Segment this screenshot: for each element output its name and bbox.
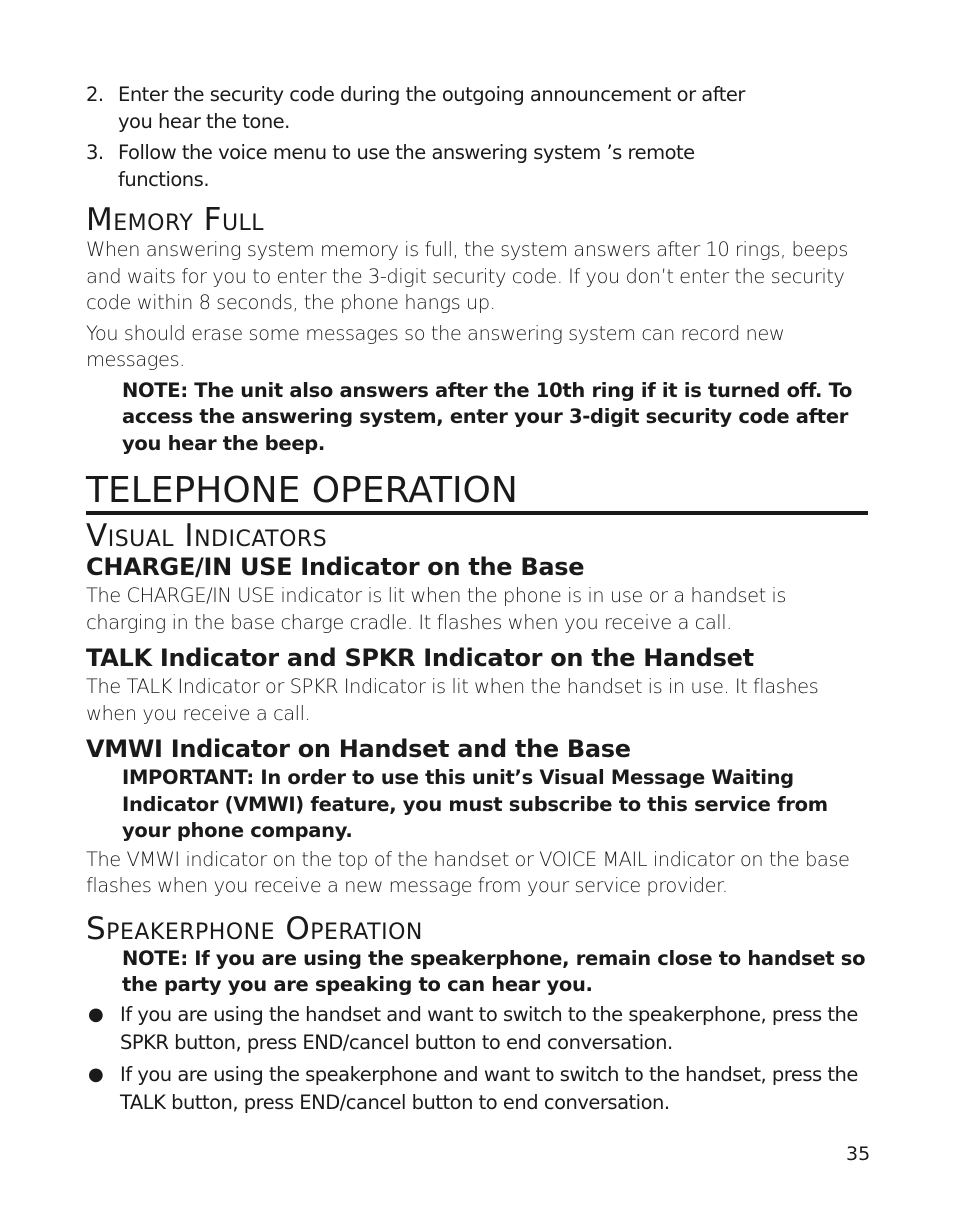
vmwi-important-note: IMPORTANT: In order to use this unit’s Visual Message Waiting Indicator (VMWI) feature, you must subscribe to this service from your phone company. [122,766,828,842]
bullet-icon: ● [88,1003,104,1025]
talk-indicator-title: TALK Indicator and SPKR Indicator on the Handset [86,644,754,672]
memory-full-note: NOTE: The unit also answers after the 10th ring if it is turned off. To access the answering system, enter your 3-digit security code after you hear the beep. [122,378,853,455]
bullet-text: If you are using the handset and want to switch to the speakerphone, press the SPKR button, press END/cancel button to end conversation. [120,1002,858,1054]
vmwi-indicator-text: The VMWI indicator on the top of the handset or VOICE MAIL indicator on the base flashes when you receive a new message from your service provider. [86,847,850,897]
vmwi-indicator-title: VMWI Indicator on Handset and the Base [86,735,631,763]
speakerphone-note: NOTE: If you are using the speakerphone, remain close to handset so the party you are speaking to can hear you. [122,946,866,996]
step-number: 3. [86,141,104,164]
charge-indicator-title: CHARGE/IN USE Indicator on the Base [86,553,585,581]
talk-indicator-text: The TALK Indicator or SPKR Indicator is lit when the handset is in use. It flashes when you receive a call. [86,675,819,725]
telephone-operation-heading: TELEPHONE OPERATION [86,471,868,515]
bullet-icon: ● [88,1063,104,1085]
charge-indicator-text: The CHARGE/IN USE indicator is lit when the phone is in use or a handset is charging in the base charge cradle. It flashes when you receive a call. [86,584,786,634]
list-item [86,1061,868,1117]
speakerphone-heading: Speakerphone Operation [86,910,423,947]
bullet-text: If you are using the speakerphone and want to switch to the handset, press the TALK button, press END/cancel button to end conversation. [120,1062,858,1114]
step-item [86,140,868,193]
page-number: 35 [846,1143,871,1165]
list-item [86,1001,868,1057]
step-text: Enter the security code during the outgoing announcement or after you hear the tone. [118,83,745,133]
memory-full-heading: Memory Full [86,202,265,238]
memory-full-paragraph-2: You should erase some messages so the answering system can record new messages. [86,321,785,371]
step-item [86,82,868,135]
visual-indicators-heading: Visual Indicators [86,518,328,554]
manual-page [86,82,868,1121]
step-number: 2. [86,83,104,106]
memory-full-paragraph-1: When answering system memory is full, the system answers after 10 rings, beeps and waits for you to enter the 3-digit security code. If you don’t enter the security code within 8 seconds, the phone hangs up. [86,238,848,314]
step-text: Follow the voice menu to use the answering system ’s remote functions. [118,141,695,191]
